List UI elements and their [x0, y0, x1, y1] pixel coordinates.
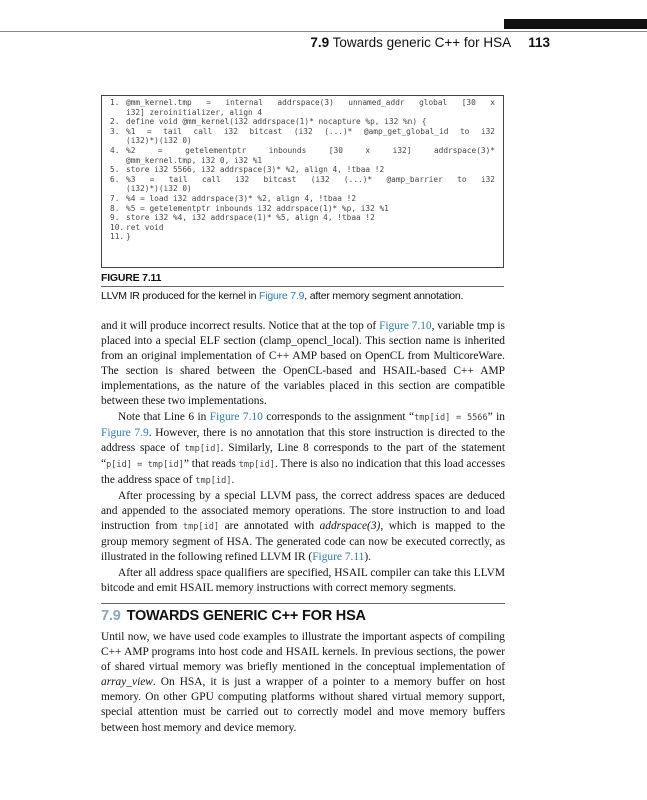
- section-heading: [101, 608, 366, 624]
- code-line: [110, 165, 495, 175]
- code-line-text: }: [126, 232, 131, 242]
- code-listing: [110, 98, 495, 242]
- top-decorative-bar: [504, 19, 647, 29]
- figure-label: FIGURE 7.11: [101, 272, 162, 284]
- figure-rule: [101, 286, 504, 287]
- code-line-text: %2 = getelementptr inbounds [30 x i32] addrspace(3)*: [126, 145, 495, 155]
- code-line: [110, 204, 495, 214]
- running-head-section-number: 7.9: [310, 35, 330, 50]
- code-line: [110, 223, 495, 233]
- section-number: 7.9: [101, 608, 121, 624]
- code-line-number: 9.: [110, 213, 120, 223]
- header-rule: [0, 31, 647, 32]
- paragraph-2: Note that Line 6 in Figure 7.10 corresponds to the assignment “tmp[id] = 5566” in Figure 7.9. However, there is no annotation that this store instruction is directed to the address space of tmp[id]. Similarly, Line 8 corresponds to the part of the statement “p[id] = tmp[id]” that reads tmp[id]. There is also no indication that this load accesses the address space of tmp[id].: [101, 410, 506, 486]
- code-line-number: 11.: [110, 232, 125, 242]
- code-line-number: 4.: [110, 145, 120, 155]
- code-line: [110, 194, 495, 204]
- code-line-text: define void @mm_kernel(i32 addrspace(1)* nocapture %p, i32 %n) {: [126, 117, 427, 127]
- section-rule: [101, 603, 505, 604]
- section-title: TOWARDS GENERIC C++ FOR HSA: [126, 608, 366, 624]
- page-number: 113: [528, 35, 550, 50]
- code-line-number: 1.: [110, 98, 120, 107]
- code-line-text: @mm_kernel.tmp = internal addrspace(3) unnamed_addr global [30 x: [126, 98, 495, 107]
- code-line-text: ret void: [126, 222, 164, 232]
- code-line-number: 3.: [110, 126, 120, 136]
- paragraph-3: After processing by a special LLVM pass, the correct address spaces are deduced and appended to the associated memory operations. The store instruction to and load instruction from tmp[id] are annotated with addrspace(3), which is mapped to the group memory segment of HSA. The generated code can now be executed correctly, as illustrated in the following refined LLVM IR (Figure 7.11).: [101, 490, 506, 564]
- paragraph-4: After all address space qualifiers are specified, HSAIL compiler can take this LLVM bitcode and emit HSAIL memory instructions with correct memory segments.: [101, 566, 505, 594]
- code-line: [110, 232, 495, 242]
- link-figure-7-11[interactable]: Figure 7.11: [312, 551, 365, 564]
- code-line: [110, 98, 495, 108]
- link-figure-7-10[interactable]: Figure 7.10: [379, 320, 432, 332]
- body-text: [101, 319, 505, 596]
- figure-caption: LLVM IR produced for the kernel in Figure 7.9, after memory segment annotation.: [101, 290, 464, 302]
- running-head-title: Towards generic C++ for HSA: [332, 35, 511, 50]
- link-figure-7-10[interactable]: Figure 7.10: [209, 410, 263, 423]
- link-figure-7-9[interactable]: Figure 7.9: [101, 426, 149, 439]
- section-body: [101, 630, 505, 736]
- code-line-number: 2.: [110, 117, 120, 127]
- code-line-text: %1 = tail call i32 bitcast (i32 (...)* @amp_get_global_id to i32: [126, 126, 495, 136]
- code-line: [110, 213, 495, 223]
- code-line: [110, 146, 495, 156]
- code-line: [110, 117, 495, 127]
- code-line-text: %4 = load i32 addrspace(3)* %2, align 4, !tbaa !2: [126, 193, 357, 203]
- paragraph-1: and it will produce incorrect results. Notice that at the top of Figure 7.10, variable tmp is placed into a special ELF section (clamp_opencl_local). This section name is inherited from an original implementation of C++ AMP based on OpenCL from MulticoreWare. The section is shared between the OpenCL-based and HSAIL-based C++ AMP implementations, as the nature of the variables placed in this section are compatible between these two implementations.: [101, 320, 505, 408]
- code-line-text: store i32 5566, i32 addrspace(3)* %2, align 4, !tbaa !2: [126, 165, 385, 175]
- code-line-continuation: (i32)*)(i32 0): [126, 184, 192, 194]
- code-line-continuation: (i32)*)(i32 0): [126, 136, 192, 146]
- figure-caption-link[interactable]: Figure 7.9: [258, 290, 305, 302]
- code-line-continuation: @mm_kernel.tmp, i32 0, i32 %1: [126, 155, 263, 165]
- code-line: [110, 175, 495, 185]
- code-line-number: 10.: [110, 222, 125, 232]
- code-line-number: 6.: [110, 174, 120, 184]
- code-line-number: 5.: [110, 165, 120, 175]
- code-listing-box: [101, 95, 504, 268]
- code-line-continuation: i32] zeroinitializer, align 4: [126, 107, 263, 117]
- running-head: [300, 35, 550, 50]
- code-line-text: %3 = tail call i32 bitcast (i32 (...)* @amp_barrier to i32: [126, 174, 495, 184]
- code-line: [110, 127, 495, 137]
- code-line-text: store i32 %4, i32 addrspace(1)* %5, align 4, !tbaa !2: [126, 213, 375, 223]
- code-line-text: %5 = getelementptr inbounds i32 addrspace(1)* %p, i32 %1: [126, 203, 389, 213]
- section-paragraph-1: Until now, we have used code examples to illustrate the important aspects of compiling C++ AMP programs into host code and HSAIL kernels. In previous sections, the power of shared virtual memory was briefly mentioned in the conceptual implementation of array_view. On HSA, it is just a wrapper of a pointer to a memory buffer on host memory. On other GPU computing platforms without shared virtual memory support, special attention must be carried out to correctly model and move memory buffers between host memory and device memory.: [101, 631, 505, 734]
- code-line-number: 7.: [110, 193, 120, 203]
- code-line-number: 8.: [110, 203, 120, 213]
